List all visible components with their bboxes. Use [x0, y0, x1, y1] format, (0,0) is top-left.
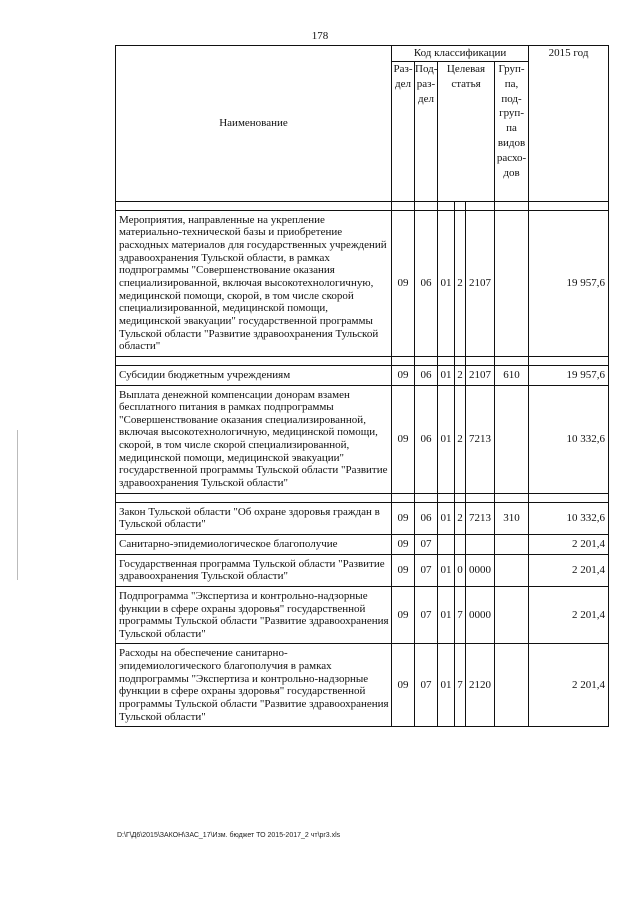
row-target-direction: 0000 — [466, 586, 495, 644]
row-target-program: 01 — [438, 502, 455, 534]
table-row — [116, 534, 609, 554]
header-code-group: Код классификации — [392, 46, 529, 62]
row-subsection: 07 — [415, 586, 438, 644]
budget-table — [115, 45, 609, 727]
row-amount: 2 201,4 — [529, 644, 609, 727]
row-target-direction: 7213 — [466, 502, 495, 534]
row-name: Расходы на обеспечение санитарно-эпидемиологического благополучия в рамках подпрограммы "Экспертиза и контрольно-надзорные функции в сфере охраны здоровья" государственной программы Тульской области "Развитие здравоохранения Тульской области" — [116, 644, 392, 727]
row-target-program: 01 — [438, 385, 455, 493]
row-target-subprogram: 0 — [455, 554, 466, 586]
row-target-subprogram: 7 — [455, 644, 466, 727]
row-target-direction: 2107 — [466, 210, 495, 356]
row-expense-group — [495, 586, 529, 644]
row-target-subprogram: 2 — [455, 502, 466, 534]
page-number: 178 — [311, 30, 329, 42]
row-amount: 10 332,6 — [529, 385, 609, 493]
row-subsection: 06 — [415, 502, 438, 534]
row-expense-group — [495, 534, 529, 554]
table-row — [116, 210, 609, 356]
row-expense-group — [495, 385, 529, 493]
row-target-direction: 0000 — [466, 554, 495, 586]
row-expense-group — [495, 210, 529, 356]
row-section: 09 — [392, 365, 415, 385]
row-target-subprogram: 2 — [455, 385, 466, 493]
row-amount: 2 201,4 — [529, 534, 609, 554]
table-row — [116, 586, 609, 644]
row-section: 09 — [392, 210, 415, 356]
header-row-1 — [116, 46, 609, 62]
row-target-subprogram — [455, 534, 466, 554]
footer-file-path: D:\Г\Д6\2015\ЗАКОН\ЗАС_17\Изм. бюджет ТО 2015-2017_2 чт\pr3.xls — [117, 832, 341, 839]
row-subsection: 07 — [415, 534, 438, 554]
table-row — [116, 365, 609, 385]
row-target-program: 01 — [438, 644, 455, 727]
row-amount: 2 201,4 — [529, 554, 609, 586]
table-row — [116, 385, 609, 493]
row-subsection: 07 — [415, 644, 438, 727]
row-name: Государственная программа Тульской области "Развитие здравоохранения Тульской области" — [116, 554, 392, 586]
row-amount: 19 957,6 — [529, 365, 609, 385]
row-amount: 10 332,6 — [529, 502, 609, 534]
header-expense-group: Груп- па, под- груп- па видов расхо- дов — [495, 61, 529, 201]
row-section: 09 — [392, 586, 415, 644]
row-section: 09 — [392, 385, 415, 493]
row-target-subprogram: 2 — [455, 210, 466, 356]
header-year: 2015 год — [529, 46, 609, 202]
row-name: Мероприятия, направленные на укрепление материально-технической базы и приобретение расходных материалов для государственных учреждений здравоохранения Тульской области, в рамках подпрограммы "Совершенствование оказания специализированной, включая высокотехнологичную, медицинской помощи, скорой, в том числе скорой специализированной, медицинской помощи, медицинской эвакуации" государственной программы Тульской области "Развитие здравоохранения Тульской области" — [116, 210, 392, 356]
table-row — [116, 502, 609, 534]
row-expense-group: 310 — [495, 502, 529, 534]
row-target-direction: 7213 — [466, 385, 495, 493]
row-target-subprogram: 7 — [455, 586, 466, 644]
row-target-program: 01 — [438, 210, 455, 356]
table-row — [116, 644, 609, 727]
row-subsection: 06 — [415, 385, 438, 493]
row-amount: 2 201,4 — [529, 586, 609, 644]
row-expense-group: 610 — [495, 365, 529, 385]
row-target-program: 01 — [438, 586, 455, 644]
row-subsection: 06 — [415, 365, 438, 385]
scan-margin-line — [17, 430, 18, 580]
row-spacer — [116, 356, 609, 365]
row-subsection: 06 — [415, 210, 438, 356]
header-spacer — [116, 201, 609, 210]
header-name: Наименование — [116, 46, 392, 202]
header-subsection: Под- раз- дел — [415, 61, 438, 201]
header-target-article: Целевая статья — [438, 61, 495, 201]
row-target-subprogram: 2 — [455, 365, 466, 385]
row-name: Субсидии бюджетным учреждениям — [116, 365, 392, 385]
row-target-direction — [466, 534, 495, 554]
row-target-direction: 2107 — [466, 365, 495, 385]
row-name: Закон Тульской области "Об охране здоровья граждан в Тульской области" — [116, 502, 392, 534]
table-row — [116, 554, 609, 586]
row-spacer — [116, 493, 609, 502]
row-section: 09 — [392, 644, 415, 727]
row-section: 09 — [392, 554, 415, 586]
row-section: 09 — [392, 502, 415, 534]
row-expense-group — [495, 554, 529, 586]
row-section: 09 — [392, 534, 415, 554]
row-amount: 19 957,6 — [529, 210, 609, 356]
row-name: Подпрограмма "Экспертиза и контрольно-надзорные функции в сфере охраны здоровья" государственной программы Тульской области "Развитие здравоохранения Тульской области" — [116, 586, 392, 644]
row-subsection: 07 — [415, 554, 438, 586]
row-name: Санитарно-эпидемиологическое благополучие — [116, 534, 392, 554]
row-target-direction: 2120 — [466, 644, 495, 727]
row-expense-group — [495, 644, 529, 727]
row-target-program: 01 — [438, 554, 455, 586]
header-section: Раз- дел — [392, 61, 415, 201]
row-target-program: 01 — [438, 365, 455, 385]
row-name: Выплата денежной компенсации донорам взамен бесплатного питания в рамках подпрограммы "Совершенствование оказания специализированной, включая высокотехнологичную, медицинской помощи, скорой, в том числе скорой специализированной, медицинской помощи, медицинской эвакуации" государственной программы Тульской области "Развитие здравоохранения Тульской области" — [116, 385, 392, 493]
row-target-program — [438, 534, 455, 554]
